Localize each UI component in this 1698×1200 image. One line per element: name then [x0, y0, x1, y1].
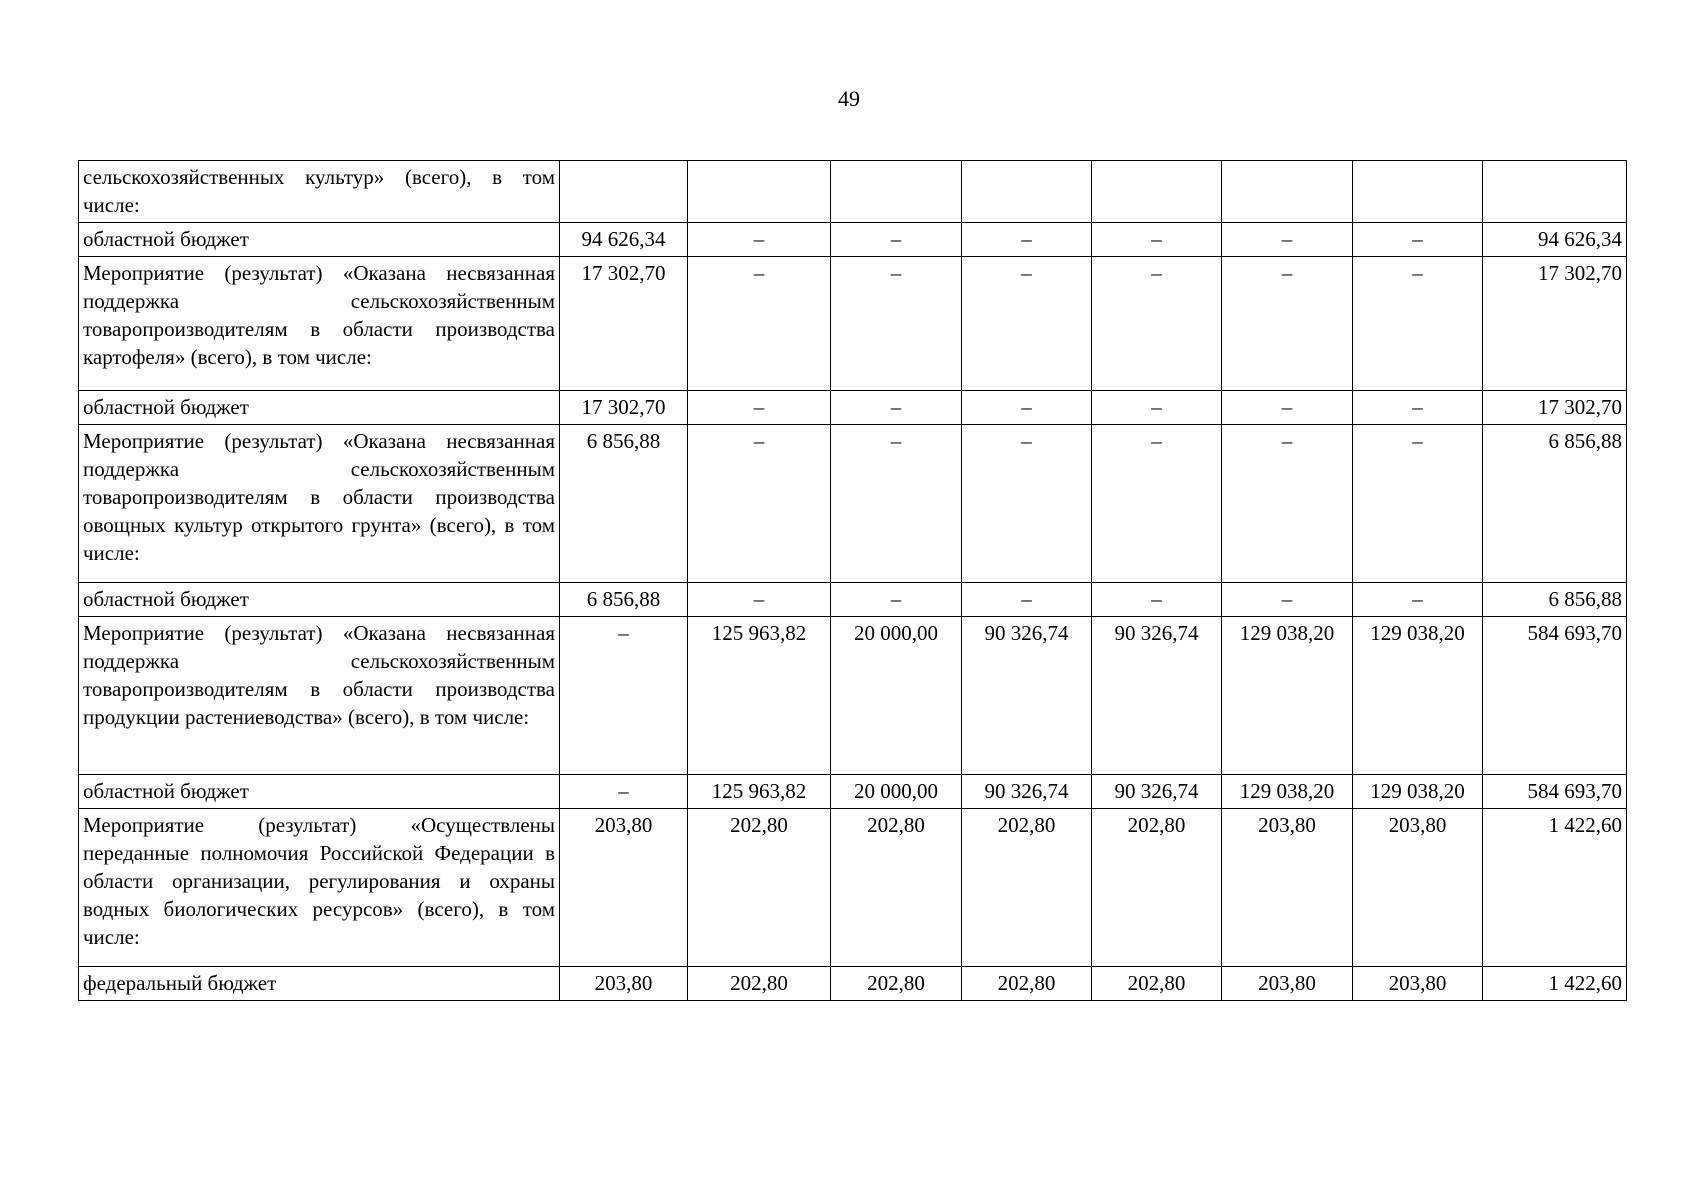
table-body [79, 161, 1627, 1001]
year-value-cell: – [688, 583, 831, 617]
year-value-cell: 20 000,00 [831, 617, 962, 775]
year-value-cell: – [1222, 223, 1353, 257]
row-description: Мероприятие (результат) «Оказана несвязанная поддержка сельскохозяйственным товаропроизводителям в области производства овощных культур открытого грунта» (всего), в том числе: [79, 425, 560, 583]
year-value-cell: 90 326,74 [962, 775, 1092, 809]
row-description: Мероприятие (результат) «Оказана несвязанная поддержка сельскохозяйственным товаропроизводителям в области производства продукции растениеводства» (всего), в том числе: [79, 617, 560, 775]
year-value-cell: – [560, 775, 688, 809]
budget-source-row [79, 223, 1627, 257]
year-value-cell: – [1222, 257, 1353, 391]
year-value-cell: – [1092, 257, 1222, 391]
year-value-cell: – [1222, 391, 1353, 425]
year-value-cell: – [1353, 223, 1483, 257]
year-value-cell: 202,80 [831, 967, 962, 1001]
row-description: областной бюджет [79, 391, 560, 425]
year-value-cell: 203,80 [1222, 809, 1353, 967]
year-value-cell: 202,80 [962, 809, 1092, 967]
year-value-cell: – [1092, 583, 1222, 617]
year-value-cell [962, 161, 1092, 223]
budget-source-row [79, 583, 1627, 617]
year-value-cell: – [1353, 257, 1483, 391]
year-value-cell: 202,80 [962, 967, 1092, 1001]
year-value-cell: 129 038,20 [1222, 617, 1353, 775]
budget-source-row [79, 967, 1627, 1001]
year-value-cell: 90 326,74 [1092, 775, 1222, 809]
year-value-cell: – [962, 257, 1092, 391]
year-value-cell: – [1353, 425, 1483, 583]
total-value-cell: 94 626,34 [1483, 223, 1627, 257]
year-value-cell: 203,80 [1353, 809, 1483, 967]
year-value-cell: 17 302,70 [560, 391, 688, 425]
year-value-cell [1092, 161, 1222, 223]
year-value-cell: – [831, 223, 962, 257]
year-value-cell: 129 038,20 [1353, 775, 1483, 809]
year-value-cell: – [1222, 425, 1353, 583]
year-value-cell: 202,80 [831, 809, 962, 967]
year-value-cell: 17 302,70 [560, 257, 688, 391]
row-description: областной бюджет [79, 583, 560, 617]
year-value-cell: – [1092, 223, 1222, 257]
year-value-cell: – [688, 257, 831, 391]
year-value-cell: – [962, 583, 1092, 617]
year-value-cell: – [831, 257, 962, 391]
year-value-cell: – [1222, 583, 1353, 617]
total-value-cell: 584 693,70 [1483, 775, 1627, 809]
year-value-cell: 125 963,82 [688, 775, 831, 809]
year-value-cell [560, 161, 688, 223]
total-value-cell: 1 422,60 [1483, 967, 1627, 1001]
year-value-cell: 129 038,20 [1353, 617, 1483, 775]
total-value-cell: 1 422,60 [1483, 809, 1627, 967]
year-value-cell: – [688, 223, 831, 257]
year-value-cell: 6 856,88 [560, 425, 688, 583]
year-value-cell: – [831, 425, 962, 583]
year-value-cell: – [688, 425, 831, 583]
measure-row [79, 425, 1627, 583]
year-value-cell: – [962, 391, 1092, 425]
row-description: Мероприятие (результат) «Оказана несвязанная поддержка сельскохозяйственным товаропроизводителям в области производства картофеля» (всего), в том числе: [79, 257, 560, 391]
budget-source-row [79, 775, 1627, 809]
row-description: федеральный бюджет [79, 967, 560, 1001]
year-value-cell: – [560, 617, 688, 775]
measure-row [79, 161, 1627, 223]
year-value-cell [1222, 161, 1353, 223]
year-value-cell: 202,80 [688, 967, 831, 1001]
year-value-cell: 202,80 [1092, 809, 1222, 967]
year-value-cell: – [831, 391, 962, 425]
year-value-cell: 129 038,20 [1222, 775, 1353, 809]
row-description: Мероприятие (результат) «Осуществлены переданные полномочия Российской Федерации в области организации, регулирования и охраны водных биологических ресурсов» (всего), в том числе: [79, 809, 560, 967]
year-value-cell: 202,80 [688, 809, 831, 967]
year-value-cell: 6 856,88 [560, 583, 688, 617]
year-value-cell: 90 326,74 [962, 617, 1092, 775]
budget-table [78, 160, 1627, 1001]
year-value-cell: 202,80 [1092, 967, 1222, 1001]
year-value-cell: 90 326,74 [1092, 617, 1222, 775]
year-value-cell: – [962, 425, 1092, 583]
year-value-cell: 94 626,34 [560, 223, 688, 257]
year-value-cell: 20 000,00 [831, 775, 962, 809]
year-value-cell: – [1353, 583, 1483, 617]
year-value-cell: – [688, 391, 831, 425]
year-value-cell: – [1092, 425, 1222, 583]
year-value-cell: – [831, 583, 962, 617]
total-value-cell: 17 302,70 [1483, 257, 1627, 391]
year-value-cell: 203,80 [1353, 967, 1483, 1001]
row-description: сельскохозяйственных культур» (всего), в том числе: [79, 161, 560, 223]
total-value-cell: 6 856,88 [1483, 425, 1627, 583]
row-description: областной бюджет [79, 223, 560, 257]
row-description: областной бюджет [79, 775, 560, 809]
year-value-cell: 203,80 [560, 967, 688, 1001]
year-value-cell: – [1353, 391, 1483, 425]
year-value-cell [688, 161, 831, 223]
measure-row [79, 617, 1627, 775]
total-value-cell [1483, 161, 1627, 223]
year-value-cell: – [1092, 391, 1222, 425]
total-value-cell: 6 856,88 [1483, 583, 1627, 617]
year-value-cell: 203,80 [1222, 967, 1353, 1001]
page-number: 49 [838, 86, 860, 111]
year-value-cell [1353, 161, 1483, 223]
year-value-cell: – [962, 223, 1092, 257]
total-value-cell: 17 302,70 [1483, 391, 1627, 425]
year-value-cell: 203,80 [560, 809, 688, 967]
year-value-cell: 125 963,82 [688, 617, 831, 775]
measure-row [79, 809, 1627, 967]
measure-row [79, 257, 1627, 391]
budget-source-row [79, 391, 1627, 425]
year-value-cell [831, 161, 962, 223]
total-value-cell: 584 693,70 [1483, 617, 1627, 775]
